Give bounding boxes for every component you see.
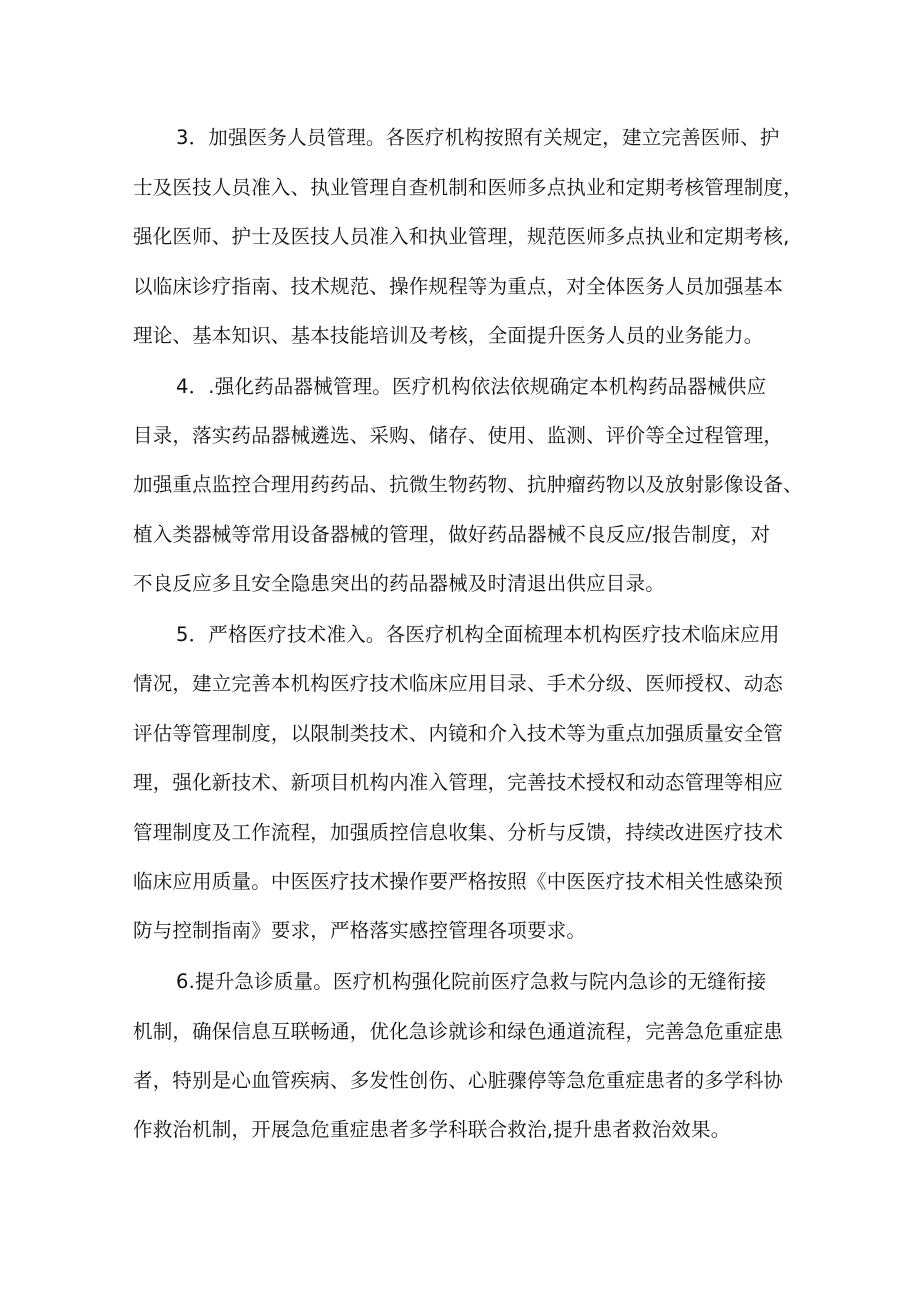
paragraph-line: 5．严格医疗技术准入。各医疗机构全面梳理本机构医疗技术临床应用 (176, 623, 780, 646)
paragraph-line: 理，强化新技术、新项目机构内准入管理，完善技术授权和动态管理等相应 (133, 771, 784, 794)
paragraph-line: 评估等管理制度，以限制类技术、内镜和介入技术等为重点加强质量安全管 (133, 722, 784, 745)
paragraph-line: 情况，建立完善本机构医疗技术临床应用目录、手术分级、医师授权、动态 (133, 672, 784, 695)
paragraph-line: 作救治机制，开展急危重症患者多学科联合救治,提升患者救治效果。 (133, 1118, 731, 1141)
paragraph-line: 者，特别是心血管疾病、多发性创伤、心脏骤停等急危重症患者的多学科协 (133, 1069, 784, 1092)
paragraph-line: 加强重点监控合理用药药品、抗微生物药物、抗肿瘤药物以及放射影像设备、 (133, 473, 803, 496)
paragraph-line: 管理制度及工作流程，加强质控信息收集、分析与反馈，持续改进医疗技术 (133, 821, 784, 844)
paragraph-line: 临床应用质量。中医医疗技术操作要严格按照《中医医疗技术相关性感染预 (133, 870, 784, 893)
paragraph-line: 目录，落实药品器械遴选、采购、储存、使用、监测、评价等全过程管理， (133, 424, 784, 447)
paragraph-line: 3．加强医务人员管理。各医疗机构按照有关规定，建立完善医师、护 (176, 126, 780, 149)
paragraph-line: 强化医师、护士及医技人员准入和执业管理，规范医师多点执业和定期考核, (133, 225, 790, 248)
paragraph-line: 6.提升急诊质量。医疗机构强化院前医疗急救与院内急诊的无缝衔接 (176, 970, 767, 993)
paragraph-line: 机制，确保信息互联畅通，优化急诊就诊和绿色通道流程，完善急危重症患 (133, 1020, 784, 1043)
paragraph-line: 4．.强化药品器械管理。医疗机构依法依规确定本机构药品器械供应 (176, 375, 767, 398)
paragraph-line: 以临床诊疗指南、技术规范、操作规程等为重点，对全体医务人员加强基本 (133, 275, 784, 298)
paragraph-line: 不良反应多且安全隐患突出的药品器械及时清退出供应目录。 (133, 572, 665, 595)
paragraph-line: 理论、基本知识、基本技能培训及考核，全面提升医务人员的业务能力。 (133, 324, 764, 347)
paragraph-line: 士及医技人员准入、执业管理自查机制和医师多点执业和定期考核管理制度， (133, 176, 803, 199)
paragraph-line: 植入类器械等常用设备器械的管理，做好药品器械不良反应/报告制度，对 (133, 523, 771, 546)
paragraph-line: 防与控制指南》要求，严格落实感控管理各项要求。 (133, 919, 587, 942)
